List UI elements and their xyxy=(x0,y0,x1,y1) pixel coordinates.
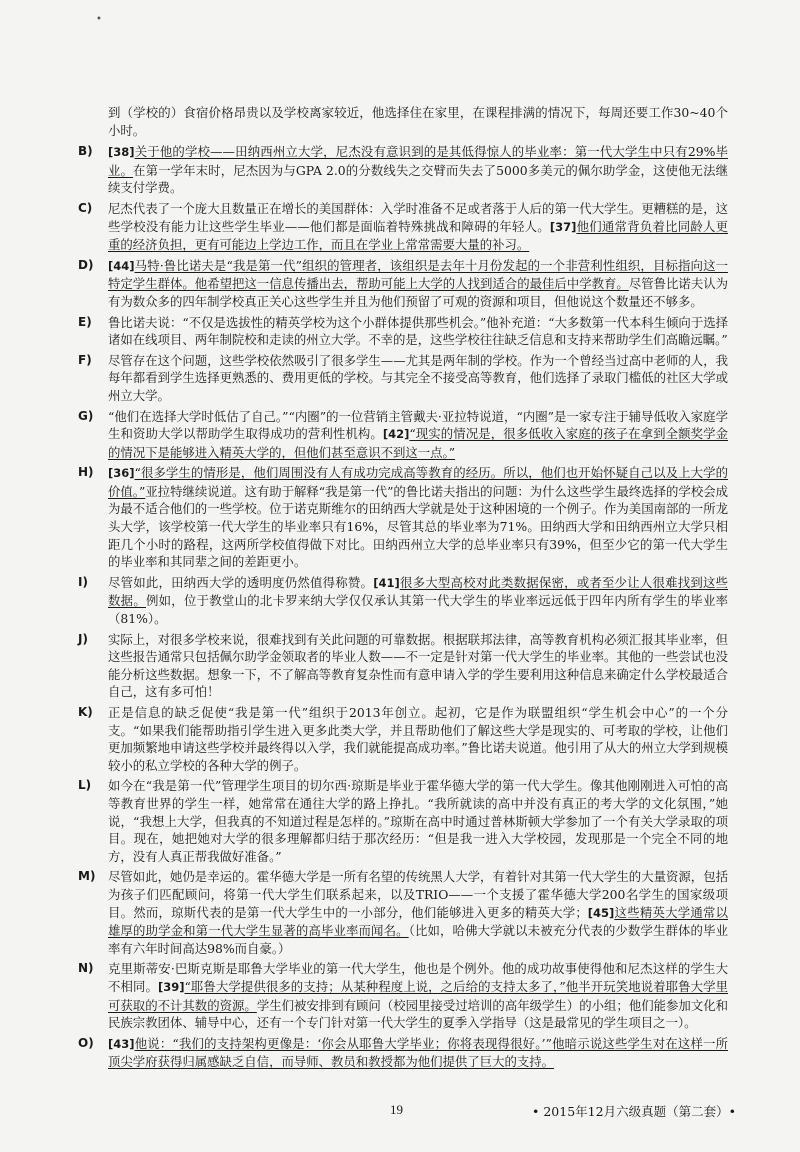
question-number: [41] xyxy=(373,575,400,590)
paragraph-letter: O) xyxy=(78,1035,94,1050)
body-text: 尼杰代表了一个庞大且数量正在增长的美国群体：入学时准备不足或者落于人后的第一代大学生。更糟糕的是，这些学校没有能力让这些学生毕业——他们都是面临着特殊挑战和障碍的年轻人。 xyxy=(108,200,728,234)
body-text: 鲁比诺夫说：“不仅是选拔性的精英学校为这个小群体提供那些机会。”他补充道：“大多数第一代本科生倾向于选择诸如在线项目、两年制院校和走读的州立大学。不幸的是，这些学校往往缺乏信息和支持来帮助学生们高瞻远瞩。” xyxy=(108,314,728,348)
paragraph-text xyxy=(108,464,728,571)
underlined-answer-text: 这些精英大学通常以雄厚的助学金和第一代大学生显著的高毕业率而闻名。 xyxy=(108,904,729,939)
underlined-answer-text: 他说：“我们的支持架构更像是：‘你会从耶鲁大学毕业；你将表现得很好。’”他暗示说这些学生对在这样一所顶尖学府获得归属感缺乏自信，而导师、教员和教授都为他们提供了巨大的支持。 xyxy=(108,1035,728,1070)
body-text: 例如，位于教堂山的北卡罗来纳大学仅仅承认其第一代大学生的毕业率远远低于四年内所有学生的毕业率（81%）。 xyxy=(108,593,729,627)
paragraph-letter: E) xyxy=(78,314,92,329)
paragraph-item xyxy=(78,314,728,349)
paragraph-item xyxy=(78,257,728,311)
paragraph-text xyxy=(108,868,728,957)
paragraph-text xyxy=(108,143,728,197)
paragraph-list xyxy=(78,143,728,1071)
body-text: （比如，哈佛大学就以未被充分代表的少数学生群体的毕业率有六年时间高达98%而自豪。） xyxy=(108,923,728,956)
paragraph-letter: G) xyxy=(78,408,94,423)
body-text: 尽管存在这个问题，这些学校依然吸引了很多学生——尤其是两年制的学校。作为一个曾经当过高中老师的人，我每年都看到学生选择更熟悉的、费用更低的学校。与其完全不接受高等教育，他们选择了录取门槛低的社区大学或州立大学。 xyxy=(108,352,728,403)
passage-body xyxy=(78,104,728,1074)
paragraph-text xyxy=(108,777,728,865)
paragraph-item xyxy=(78,960,728,1031)
paragraph-text xyxy=(108,574,728,628)
paragraph-item xyxy=(78,868,728,957)
paragraph-letter: J) xyxy=(78,631,88,646)
paragraph-letter: L) xyxy=(78,778,92,793)
question-number: [42] xyxy=(382,427,410,442)
paragraph-letter: K) xyxy=(78,705,93,719)
paragraph-letter: I) xyxy=(78,574,88,589)
paragraph-item xyxy=(78,1035,728,1071)
paragraph-item xyxy=(78,143,728,197)
paragraph-letter: N) xyxy=(78,961,94,976)
question-number: [37] xyxy=(549,219,577,234)
underlined-answer-text: “耶鲁大学提供很多的支持；从某种程度上说，之后给的支持太多了，”他半开玩笑地说着耶鲁大学里可获取的不计其数的资源。 xyxy=(108,978,729,1013)
paragraph-item xyxy=(78,777,728,865)
underlined-answer-text: “现实的情况是，很多低收入家庭的孩子在拿到全额奖学金的情况下是能够进入精英大学的，但他们甚至意识不到这一点。” xyxy=(108,426,729,460)
body-text: 尽管如此，田纳西大学的透明度仍然值得称赞。 xyxy=(108,574,374,590)
question-number: [38] xyxy=(108,145,135,160)
paragraph-letter: B) xyxy=(78,144,93,159)
paragraph-letter: D) xyxy=(78,257,94,272)
body-text: 在第一学年末时，尼杰因为与GPA 2.0的分数线失之交臂而失去了5000多美元的佩尔助学金，这使他无法继续支付学费。 xyxy=(108,162,728,196)
paragraph-text xyxy=(108,314,728,349)
paragraph-text xyxy=(108,960,728,1031)
paragraph-item xyxy=(78,352,728,405)
paragraph-text xyxy=(108,704,728,774)
question-number: [36] xyxy=(108,466,135,481)
paragraph-text xyxy=(108,257,728,311)
body-text: 克里斯蒂安·巴斯克斯是耶鲁大学毕业的第一代大学生，他也是个例外。他的成功故事使得他和尼杰这样的学生大不相同。 xyxy=(108,961,728,994)
question-number: [44] xyxy=(108,258,135,273)
paragraph-text xyxy=(108,200,728,254)
paragraph-letter: F) xyxy=(78,352,92,367)
footer-title: • 2015年12月六级真题（第二套）• xyxy=(532,1104,736,1119)
paragraph-item xyxy=(78,408,728,462)
body-text: 实际上，对很多学校来说，很难找到有关此问题的可靠数据。根据联邦法律，高等教育机构必须汇报其毕业率，但这些报告通常只包括佩尔助学金领取者的毕业人数——不一定是针对第一代大学生的毕业率。其他的一些尝试也没能分析这些数据。想象一下，不了解高等教育复杂性而有意申请入学的学生要利用这种信息来确定什么学校最适合自己，这有多可怕！ xyxy=(108,631,728,700)
body-text: “他们在选择大学时低估了自己。”“内圈”的一位营销主管戴夫·亚拉特说道，“内圈”是一家专注于辅导低收入家庭学生和资助大学以帮助学生取得成功的营利性机构。 xyxy=(108,408,728,442)
paragraph-text xyxy=(108,631,728,701)
paragraph-text xyxy=(108,1035,728,1071)
underlined-answer-text: “很多学生的情形是，他们周围没有人有成功完成高等教育的经历。所以，他们也开始怀疑自己以及上大学的价值。” xyxy=(108,465,728,499)
body-text: 尽管鲁比诺夫认为有为数众多的四年制学校真正关心这些学生并且为他们预留了可观的资源和项目，但他说这个数量还不够多。 xyxy=(108,276,729,309)
question-number: [39] xyxy=(157,979,185,994)
underlined-answer-text: 他们通常背负着比同龄人更重的经济负担，更有可能边上学边工作，而且在学业上常常需要大量的补习。 xyxy=(108,218,729,253)
paragraph-item xyxy=(78,574,728,628)
scan-mark: • xyxy=(96,14,102,25)
paragraph-item xyxy=(78,464,728,571)
underlined-answer-text: 马特·鲁比诺夫是“我是第一代”组织的管理者，该组织是去年十月份发起的一个非营利性组织，目标指向这一特定学生群体。他希望把这一信息传播出去，帮助可能上大学的人找到适合的最佳后中学教育。 xyxy=(108,257,728,292)
body-text: 学生们被安排到有顾问（校园里接受过培训的高年级学生）的小组；他们能参加文化和民族宗教团体、辅导中心，还有一个专门针对第一代大学生的夏季入学指导（这是最常见的学生项目之一）。 xyxy=(108,997,729,1031)
body-text: 亚拉特继续说道。这有助于解释“我是第一代”的鲁比诺夫指出的问题：为什么这些学生最终选择的学校会成为最不适合他们的一些学校。位于诺克斯维尔的田纳西大学就是处于这种困境的一个例子。作为美国南部的一所龙头大学，该学校第一代大学生的毕业率只有16%，尽管其总的毕业率为71%。田纳西大学和田纳西州立大学只相距几个小时的路程，这两所学校值得做下对比。田纳西州立大学的总毕业率只有39%，但至少它的第一代大学生的毕业率和其同辈之间的差距更小。 xyxy=(108,483,728,570)
paragraph-text xyxy=(108,352,728,405)
paragraph-text xyxy=(108,408,728,462)
paragraph-letter: C) xyxy=(78,200,93,215)
paragraph-item xyxy=(78,200,728,254)
body-text: 正是信息的缺乏促使“我是第一代”组织于2013年创立。起初，它是作为联盟组织“学生机会中心”的一个分支。“如果我们能帮助指引学生进入更多此类大学，并且帮助他们了解这些大学是现实的、可考取的学校，让他们更加频繁地申请这些学校并最终得以入学，我们就能提高成功率。”鲁比诺夫说道。他引用了从大的州立大学到规模较小的私立学校的各种大学的例子。 xyxy=(108,705,728,773)
paragraph-item xyxy=(78,704,728,774)
underlined-answer-text: 关于他的学校——田纳西州立大学，尼杰没有意识到的是其低得惊人的毕业率：第一代大学生中只有29%毕业。 xyxy=(108,144,728,178)
question-number: [45] xyxy=(587,905,615,920)
paragraph-letter: H) xyxy=(78,465,94,480)
body-text: 尽管如此，她仍是幸运的。霍华德大学是一所有名望的传统黑人大学，有着针对其第一代大学生的大量资源，包括为孩子们匹配顾问，将第一代大学生们联系起来，以及TRIO——一个支援了霍华德大学200名学生的国家级项目。然而，琼斯代表的是第一代大学生中的一小部分，他们能够进入更多的精英大学； xyxy=(108,869,728,920)
underlined-answer-text: 很多大型高校对此类数据保密，或者至少让人很难找到这些数据。 xyxy=(108,574,729,609)
body-text: 如今在“我是第一代”管理学生项目的切尔西·琼斯是毕业于霍华德大学的第一代大学生。像其他刚刚进入可怕的高等教育世界的学生一样，她常常在通往大学的路上挣扎。“我所就读的高中并没有真正的考大学的文化氛围，”她说，“我想上大学，但我真的不知道过程是怎样的。”琼斯在高中时通过普林斯顿大学参加了一个有关大学录取的项目。现在，她把她对大学的很多理解都归结于那次经历：“但是我一进入大学校园，发现那是一个完全不同的地方，没有人真正帮我做好准备。” xyxy=(108,778,728,864)
page-number: 19 xyxy=(390,1102,403,1117)
question-number: [43] xyxy=(108,1036,135,1051)
intro-paragraph: 到（学校的）食宿价格昂贵以及学校离家较近，他选择住在家里，在课程排满的情况下，每周还要工作30~40个小时。 xyxy=(108,105,728,138)
paragraph-item xyxy=(78,631,728,701)
paragraph-letter: M) xyxy=(78,869,96,884)
